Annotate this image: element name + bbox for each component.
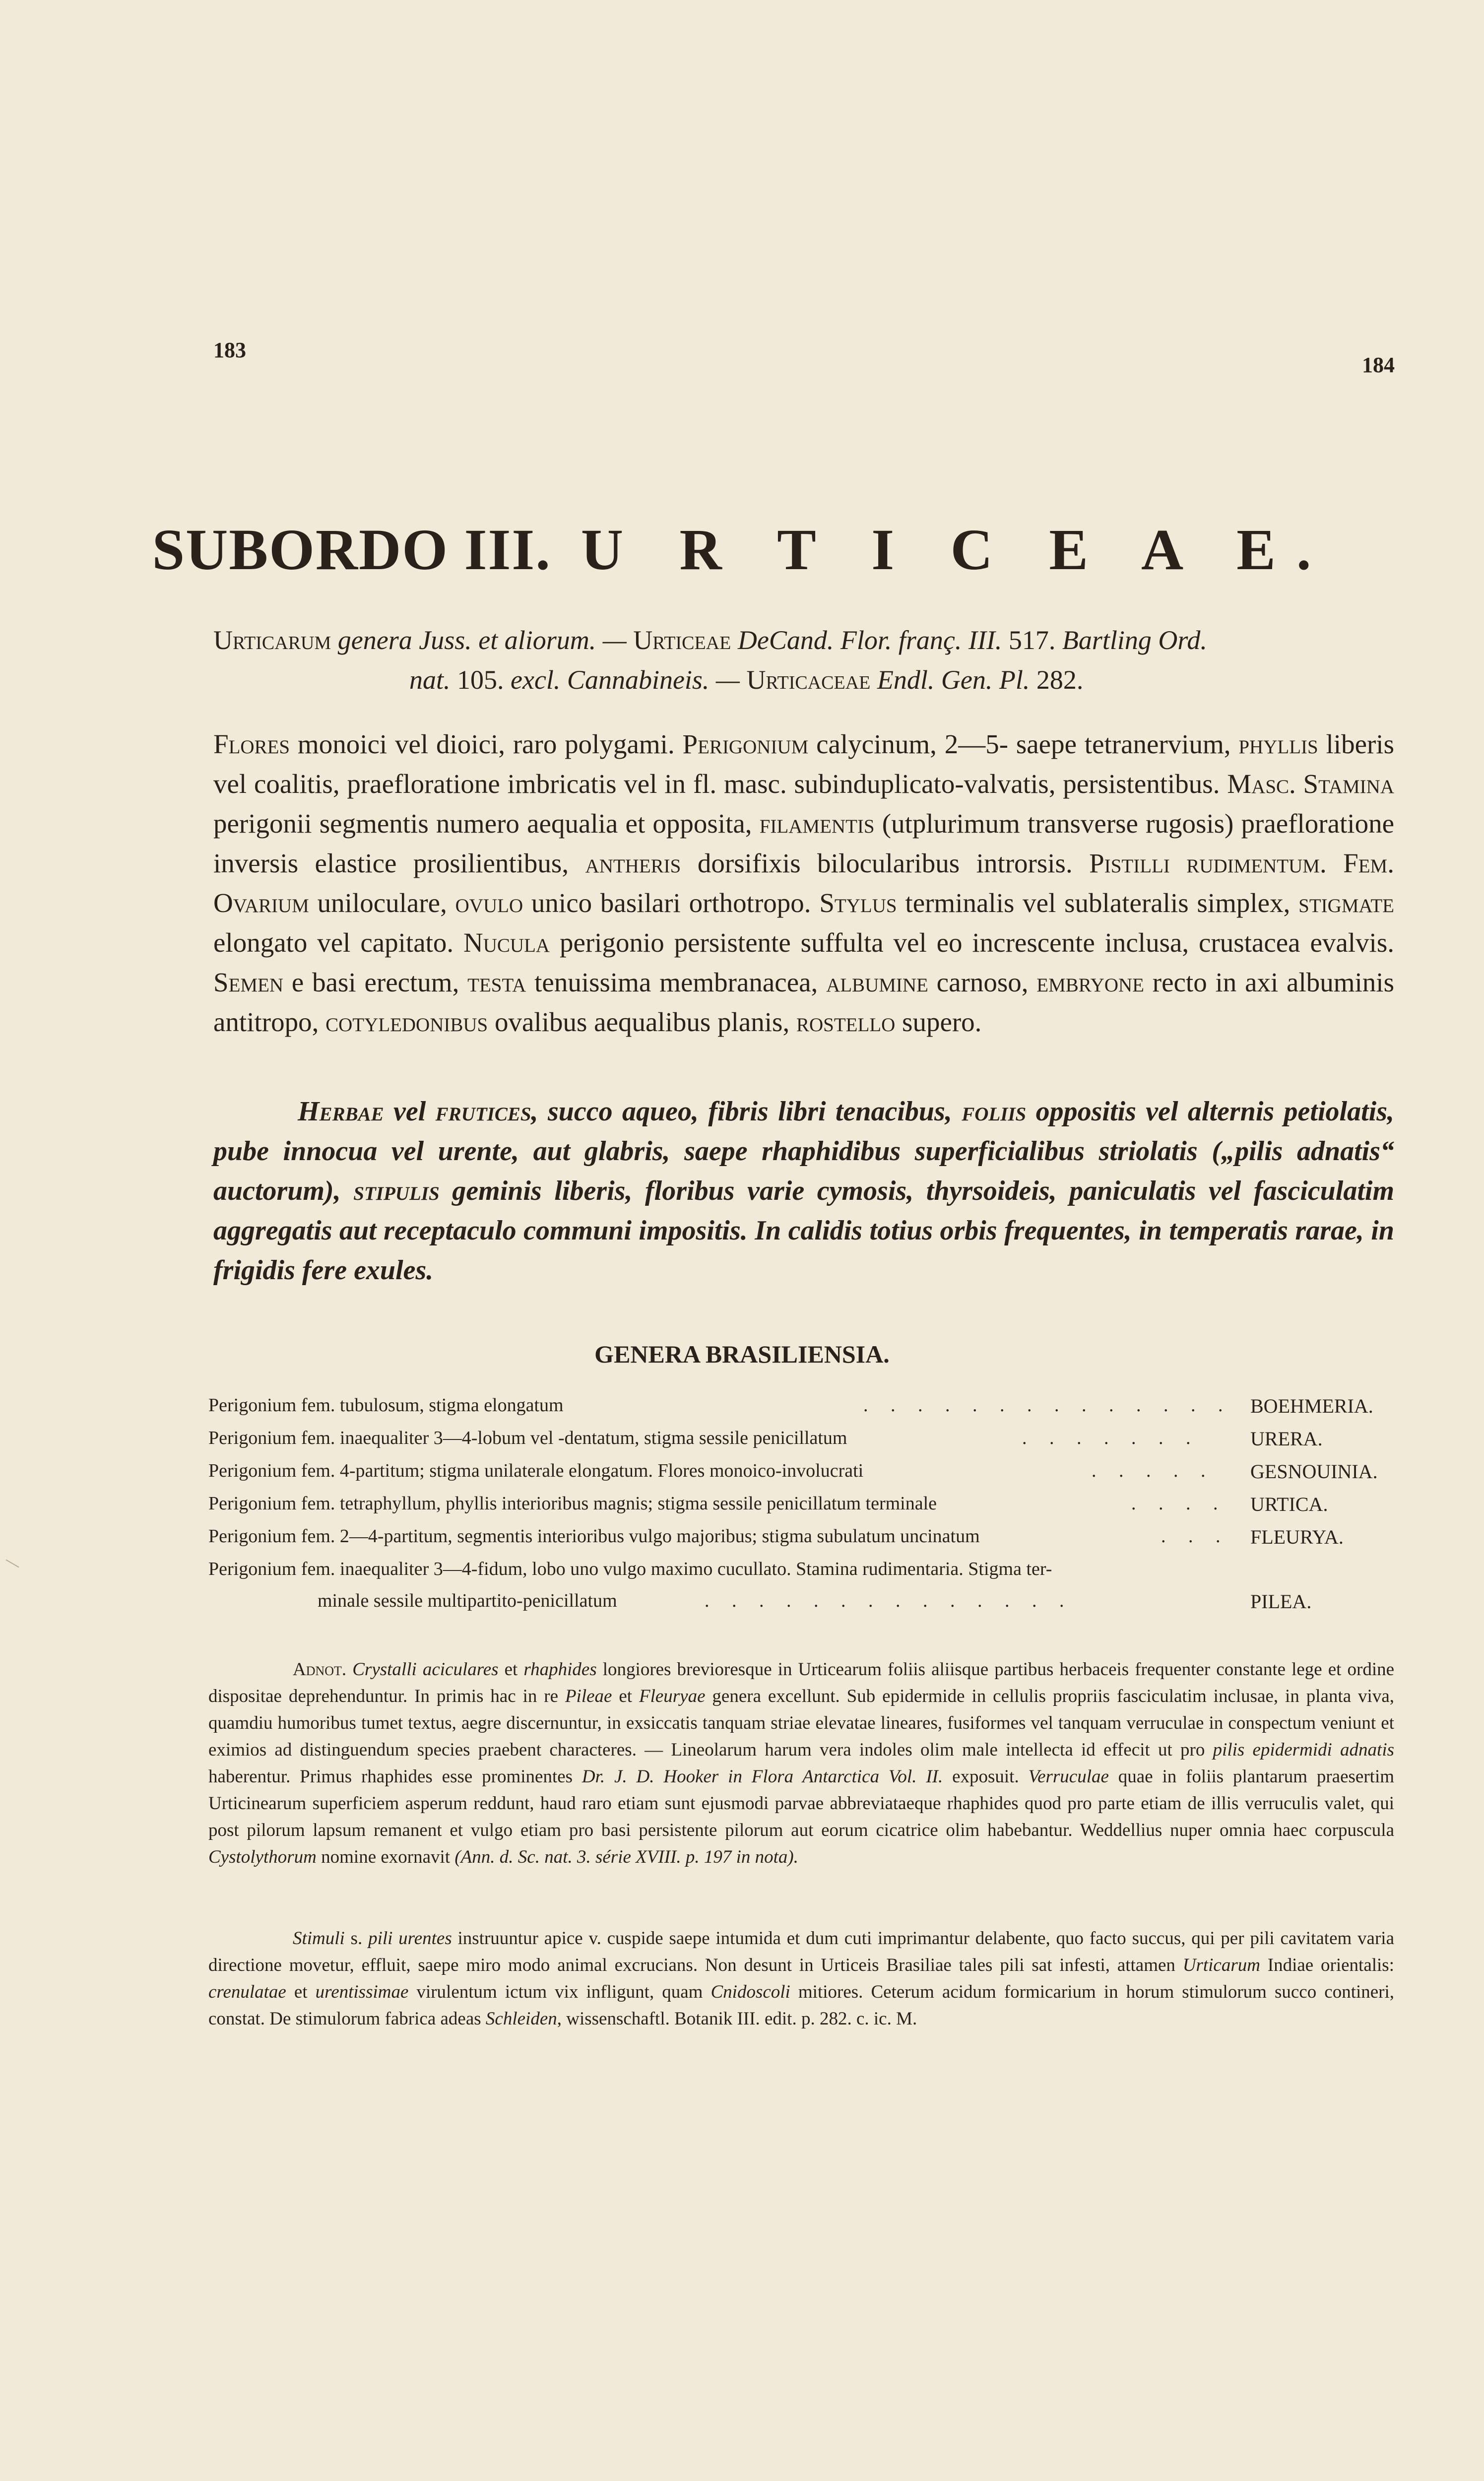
key-row bbox=[208, 1389, 1419, 1422]
text-run: dorsifixis bilocularibus introrsis. bbox=[681, 848, 1090, 878]
key-genus: FLEURYA. bbox=[1250, 1526, 1344, 1548]
italic-text: Urticarum bbox=[1182, 1955, 1260, 1975]
italic-text: Bartling Ord. bbox=[1062, 625, 1207, 655]
genera-heading: GENERA BRASILIENSIA. bbox=[594, 1340, 890, 1368]
text-run: haberentur. Primus rhaphides esse prominentes bbox=[208, 1766, 582, 1787]
page-title bbox=[0, 516, 1484, 584]
text-run: longiores brevioresque in Urticearum foliis aliisque partibus herbaceis frequenter constante lege et ordine dispositae deprehenduntur. In primis hac in re bbox=[208, 1659, 1395, 1706]
text-run: tenuissima membranacea, bbox=[526, 967, 827, 997]
small-caps-term: Stylus bbox=[819, 888, 897, 918]
key-text: Perigonium fem. tetraphyllum, phyllis interioribus magnis; stigma sessile penicillatum terminale bbox=[208, 1493, 937, 1514]
key-genus: URERA. bbox=[1250, 1428, 1323, 1450]
key-genus: BOEHMERIA. bbox=[1250, 1395, 1373, 1417]
italic-text: Schleiden bbox=[485, 2009, 557, 2029]
text-run: liberis vel coalitis, praefloratione imbricatis vel in fl. masc. subinduplicato-valvatis, persistentibus. bbox=[213, 729, 1394, 799]
small-caps-term: phyllis bbox=[1238, 729, 1318, 759]
italic-text: Fleuryae bbox=[639, 1686, 706, 1706]
italic-text: Endl. Gen. Pl. bbox=[870, 665, 1030, 695]
italic-text: DeCand. Flor. franç. III. bbox=[731, 625, 1002, 655]
key-leader-dots: . . . . . bbox=[1092, 1460, 1215, 1481]
small-caps-term: stipulis bbox=[353, 1175, 440, 1206]
key-text: Perigonium fem. inaequaliter 3—4-fidum, lobo uno vulgo maximo cucullato. Stamina rudimentaria. Stigma ter- bbox=[208, 1559, 1052, 1579]
italic-text: (Ann. d. Sc. nat. 3. série XVIII. p. 197 in nota). bbox=[454, 1847, 798, 1867]
genera-key bbox=[208, 1389, 1419, 1618]
text-run: 105. bbox=[450, 665, 511, 695]
small-caps-term: Urticaceae bbox=[746, 665, 871, 695]
small-caps-term: Semen bbox=[213, 967, 284, 997]
text-run: instruuntur apice v. cuspide saepe intumida et dum cuti imprimantur delabente, quo facto succus, qui per pili cavitatem varia directione movetur, effluit, saepe miro modo animal excrucians. Non desunt in Urticeis Brasiliae tales pili sat infesti, attamen bbox=[208, 1928, 1394, 1975]
text-run: exposuit. bbox=[943, 1766, 1029, 1787]
key-leader-dots: . . . . bbox=[1131, 1493, 1227, 1514]
text-run: Indiae orientalis: bbox=[1260, 1955, 1394, 1975]
key-text-continued: minale sessile multipartito-penicillatum bbox=[318, 1590, 617, 1611]
text-run: oppositis vel alternis petiolatis, pube innocua vel urente, aut glabris, saepe rhaphidibus superficialibus striolatis („pilis adnatis“ auctorum), bbox=[213, 1096, 1394, 1206]
character-description bbox=[213, 724, 1394, 1042]
text-run: unico basilari orthotropo. bbox=[523, 888, 820, 918]
italic-text: Crystalli aciculares bbox=[352, 1659, 499, 1680]
key-leader-dots: . . . bbox=[1161, 1526, 1229, 1547]
key-text: Perigonium fem. tubulosum, stigma elongatum bbox=[208, 1395, 564, 1416]
margin-mark bbox=[6, 1560, 19, 1568]
small-caps-term: Urticeae bbox=[633, 625, 731, 655]
page-number-left: 183 bbox=[213, 338, 246, 362]
text-run: vel bbox=[384, 1096, 436, 1127]
text-run: 517. bbox=[1002, 625, 1062, 655]
small-caps-term: Perigonium bbox=[682, 729, 809, 759]
italic-text: nat. bbox=[409, 665, 451, 695]
text-run: elongato vel capitato. bbox=[213, 927, 464, 958]
key-row bbox=[208, 1520, 1419, 1553]
key-leader-dots: . . . . . . . . . . . . . . bbox=[705, 1590, 1073, 1611]
text-run: et bbox=[498, 1659, 524, 1680]
key-genus: URTICA. bbox=[1250, 1493, 1328, 1515]
italic-text: excl. Cannabineis. — bbox=[511, 665, 747, 695]
title-main: SUBORDO III. bbox=[152, 517, 551, 582]
italic-text: Stimuli bbox=[293, 1928, 345, 1949]
page-number-right: 184 bbox=[1362, 353, 1395, 377]
small-caps-term: Flores bbox=[213, 729, 290, 759]
key-genus: PILEA. bbox=[1250, 1590, 1312, 1613]
small-caps-term: Nucula bbox=[463, 927, 550, 958]
small-caps-term: frutices bbox=[435, 1096, 531, 1127]
key-genus: GESNOUINIA. bbox=[1250, 1460, 1378, 1483]
text-run: supero. bbox=[895, 1007, 982, 1037]
small-caps-term: foliis bbox=[962, 1096, 1027, 1127]
text-run bbox=[346, 1659, 352, 1680]
text-run: s. bbox=[344, 1928, 369, 1949]
text-run: geminis liberis, floribus varie cymosis, thyrsoideis, paniculatis vel fasciculatim aggregatis aut receptaculo communi impositis. In calidis totius orbis frequentes, in temperatis rarae, in frigidis fere exules. bbox=[213, 1175, 1395, 1286]
text-run: quae in foliis plantarum praesertim Urticinearum superficiem asperum reddunt, haud raro etiam sunt ejusmodi parvae abbreviataeque rhaphides quod pro parte etiam de illis verruculis valet, qui post pilorum lapsum remanent et vulgo etiam pro basi persistente pilorum aut eorum cicatrice olim habebantur. Weddellius nuper omnia haec corpuscula bbox=[208, 1766, 1395, 1840]
key-row bbox=[208, 1455, 1419, 1488]
small-caps-term: cotyledonibus bbox=[325, 1007, 488, 1037]
key-text: Perigonium fem. 2—4-partitum, segmentis interioribus vulgo majoribus; stigma subulatum uncinatum bbox=[208, 1526, 980, 1547]
key-text: Perigonium fem. 4-partitum; stigma unilaterale elongatum. Flores monoico-involucrati bbox=[208, 1460, 864, 1481]
key-row bbox=[208, 1422, 1419, 1455]
italic-text: Cnidoscoli bbox=[710, 1982, 790, 2002]
small-caps-term: stigmate bbox=[1298, 888, 1394, 918]
italic-text: rhaphides bbox=[523, 1659, 597, 1680]
italic-text: Verruculae bbox=[1028, 1766, 1109, 1787]
annotation-paragraph bbox=[208, 1656, 1394, 1871]
small-caps-term: Masc. Stamina bbox=[1227, 769, 1394, 799]
small-caps-term: albumine bbox=[826, 967, 928, 997]
small-caps-term: embryone bbox=[1036, 967, 1144, 997]
small-caps-term: ovulo bbox=[455, 888, 523, 918]
text-run: uniloculare, bbox=[309, 888, 455, 918]
text-run: perigonii segmentis numero aequalia et opposita, bbox=[213, 808, 760, 839]
text-run: 282. bbox=[1030, 665, 1084, 695]
small-caps-term: Herbae bbox=[298, 1096, 384, 1127]
text-run: carnoso, bbox=[928, 967, 1037, 997]
annotation-paragraph-stimuli bbox=[208, 1925, 1394, 2032]
italic-text: pilis epidermidi adnatis bbox=[1213, 1740, 1394, 1760]
small-caps-term: Adnot. bbox=[293, 1659, 347, 1680]
text-run: virulentum ictum vix infligunt, quam bbox=[408, 1982, 711, 2002]
small-caps-term: testa bbox=[467, 967, 526, 997]
text-run: genera excellunt. Sub epidermide in cellulis propriis fasciculatim inclusae, in planta viva, quamdiu humoribus tumet textus, aegre discernuntur, in exsiccatis tanquam striae elevatae lineares, fusiformes vel tanquam verruculae in conspectum veniunt et eximios ad distinguendum species praebent characteres. — Lineolarum harum vera indoles olim male intellecta id effecit ut pro bbox=[208, 1686, 1394, 1760]
text-run: monoici vel dioici, raro polygami. bbox=[290, 729, 683, 759]
synonymy-line-1 bbox=[213, 620, 1394, 660]
key-leader-dots: . . . . . . . . . . . . . . bbox=[863, 1395, 1232, 1416]
key-row bbox=[208, 1553, 1419, 1618]
synonymy bbox=[213, 620, 1394, 700]
text-run: ovalibus aequalibus planis, bbox=[488, 1007, 796, 1037]
small-caps-term: Pistilli rudimentum. Fem. Ovarium bbox=[213, 848, 1394, 918]
italic-text: urentissimae bbox=[315, 1982, 409, 2002]
text-run: recto in axi albuminis antitropo, bbox=[213, 967, 1394, 1037]
text-run: (utplurimum transverse rugosis) praefloratione inversis elastice prosilientibus, bbox=[213, 808, 1394, 878]
habitus-paragraph bbox=[213, 1092, 1394, 1290]
italic-text: Cystolythorum bbox=[208, 1847, 317, 1867]
key-row bbox=[208, 1488, 1419, 1520]
italic-text: Pileae bbox=[565, 1686, 612, 1706]
italic-text: Dr. J. D. Hooker in Flora Antarctica Vol. II. bbox=[581, 1766, 943, 1787]
text-run: e basi erectum, bbox=[283, 967, 468, 997]
small-caps-term: filamentis bbox=[759, 808, 875, 839]
text-run: , succo aqueo, fibris libri tenacibus, bbox=[531, 1096, 962, 1127]
text-run: et bbox=[286, 1982, 316, 2002]
text-run: perigonio persistente suffulta vel eo increscente inclusa, crustacea evalvis. bbox=[550, 927, 1394, 958]
small-caps-term: rostello bbox=[796, 1007, 896, 1037]
italic-text: crenulatae bbox=[208, 1982, 286, 2002]
key-text: Perigonium fem. inaequaliter 3—4-lobum vel -dentatum, stigma sessile penicillatum bbox=[208, 1428, 847, 1448]
text-run: calycinum, 2—5- saepe tetranervium, bbox=[808, 729, 1239, 759]
text-run: et bbox=[612, 1686, 639, 1706]
synonymy-line-2 bbox=[213, 660, 1394, 700]
italic-text: genera Juss. et aliorum. — bbox=[331, 625, 634, 655]
small-caps-term: Urticarum bbox=[213, 625, 331, 655]
text-run: mitiores. Ceterum acidum formicarium in horum stimulorum succo contineri, constat. De stimulorum fabrica adeas bbox=[208, 1982, 1395, 2029]
title-spaced: U R T I C E A E. bbox=[581, 517, 1332, 582]
text-run: terminalis vel sublateralis simplex, bbox=[897, 888, 1299, 918]
italic-text: pili urentes bbox=[368, 1928, 452, 1949]
text-run: nomine exornavit bbox=[316, 1847, 455, 1867]
text-run: , wissenschaftl. Botanik III. edit. p. 282. c. ic. M. bbox=[557, 2009, 917, 2029]
small-caps-term: antheris bbox=[585, 848, 681, 878]
key-leader-dots: . . . . . . . bbox=[1022, 1428, 1200, 1448]
